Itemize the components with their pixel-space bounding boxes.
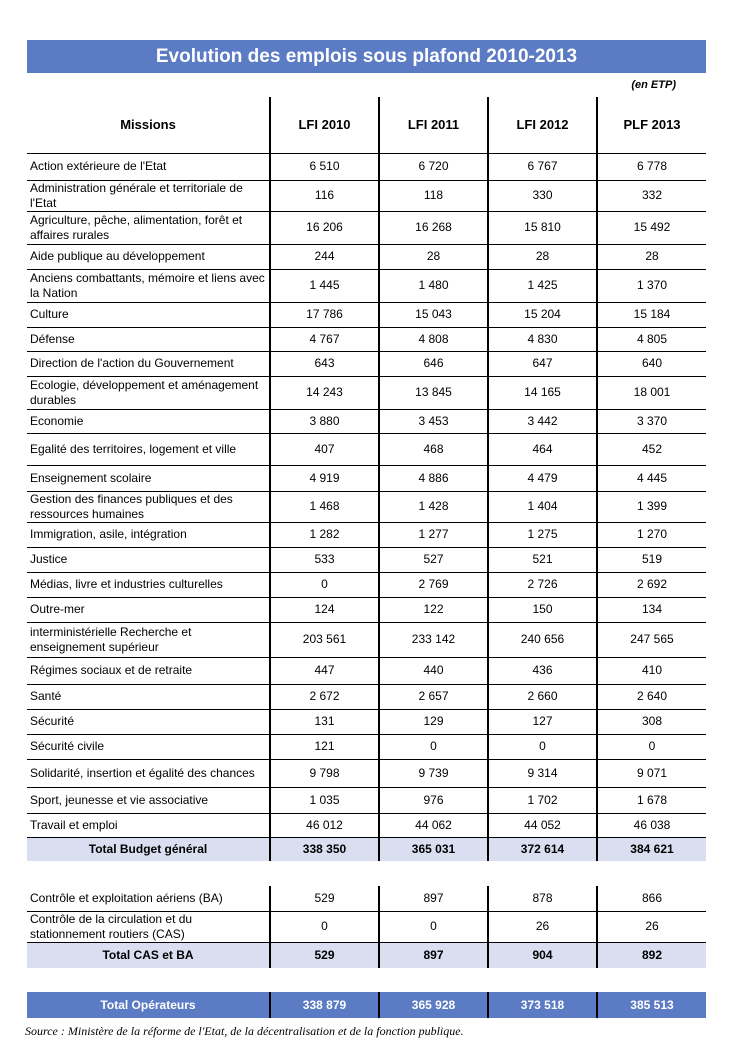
value-cell: 129: [379, 709, 488, 734]
value-cell: 28: [597, 244, 706, 269]
value-cell: 122: [379, 597, 488, 622]
value-cell: 15 492: [597, 211, 706, 244]
table-row: [27, 376, 706, 409]
value-cell: 46 038: [597, 813, 706, 837]
total-label: Total Opérateurs: [27, 992, 270, 1018]
value-cell: 116: [270, 180, 379, 211]
mission-name: Médias, livre et industries culturelles: [27, 572, 270, 597]
total-value: 384 621: [597, 837, 706, 861]
mission-name: Culture: [27, 302, 270, 327]
total-value: 529: [270, 942, 379, 968]
value-cell: 452: [597, 433, 706, 465]
mission-name: Aide publique au développement: [27, 244, 270, 269]
value-cell: 131: [270, 709, 379, 734]
value-cell: 2 692: [597, 572, 706, 597]
value-cell: 26: [597, 911, 706, 942]
value-cell: 407: [270, 433, 379, 465]
value-cell: 447: [270, 657, 379, 684]
value-cell: 866: [597, 886, 706, 911]
value-cell: 4 886: [379, 465, 488, 491]
value-cell: 233 142: [379, 622, 488, 657]
value-cell: 14 243: [270, 376, 379, 409]
value-cell: 44 052: [488, 813, 597, 837]
value-cell: 330: [488, 180, 597, 211]
total-label: Total Budget général: [27, 837, 270, 861]
table-row: [27, 734, 706, 759]
value-cell: 240 656: [488, 622, 597, 657]
table-row: [27, 302, 706, 327]
value-cell: 244: [270, 244, 379, 269]
value-cell: 0: [379, 734, 488, 759]
mission-name: Santé: [27, 684, 270, 709]
table-row: [27, 622, 706, 657]
value-cell: 247 565: [597, 622, 706, 657]
table-row: [27, 787, 706, 813]
mission-name: Solidarité, insertion et égalité des chances: [27, 759, 270, 787]
table-row: [27, 911, 706, 942]
value-cell: 976: [379, 787, 488, 813]
table-row: [27, 709, 706, 734]
value-cell: 529: [270, 886, 379, 911]
table-row: [27, 886, 706, 911]
value-cell: 3 880: [270, 409, 379, 433]
value-cell: 4 445: [597, 465, 706, 491]
table-title: Evolution des emplois sous plafond 2010-2013: [27, 40, 706, 73]
value-cell: 1 702: [488, 787, 597, 813]
value-cell: 1 428: [379, 491, 488, 522]
value-cell: 533: [270, 547, 379, 572]
value-cell: 1 370: [597, 269, 706, 302]
mission-name: Anciens combattants, mémoire et liens avec la Nation: [27, 269, 270, 302]
mission-name: Contrôle de la circulation et du stationnement routiers (CAS): [27, 911, 270, 942]
value-cell: 46 012: [270, 813, 379, 837]
total-value: 338 879: [270, 992, 379, 1018]
value-cell: 17 786: [270, 302, 379, 327]
value-cell: 44 062: [379, 813, 488, 837]
value-cell: 4 805: [597, 327, 706, 351]
value-cell: 2 640: [597, 684, 706, 709]
mission-name: interministérielle Recherche et enseignement supérieur: [27, 622, 270, 657]
value-cell: 4 808: [379, 327, 488, 351]
value-cell: 897: [379, 886, 488, 911]
value-cell: 9 739: [379, 759, 488, 787]
total-value: 385 513: [597, 992, 706, 1018]
value-cell: 1 468: [270, 491, 379, 522]
value-cell: 1 425: [488, 269, 597, 302]
header-row: [27, 97, 706, 153]
value-cell: 2 769: [379, 572, 488, 597]
value-cell: 521: [488, 547, 597, 572]
value-cell: 13 845: [379, 376, 488, 409]
value-cell: 1 445: [270, 269, 379, 302]
value-cell: 4 767: [270, 327, 379, 351]
mission-name: Régimes sociaux et de retraite: [27, 657, 270, 684]
total-cas-row: [27, 942, 706, 968]
value-cell: 1 035: [270, 787, 379, 813]
value-cell: 0: [488, 734, 597, 759]
table-row: [27, 433, 706, 465]
mission-name: Ecologie, développement et aménagement durables: [27, 376, 270, 409]
table-row: [27, 684, 706, 709]
value-cell: 0: [597, 734, 706, 759]
value-cell: 0: [379, 911, 488, 942]
mission-name: Gestion des finances publiques et des ressources humaines: [27, 491, 270, 522]
header-missions: Missions: [27, 97, 270, 153]
value-cell: 0: [270, 572, 379, 597]
value-cell: 9 314: [488, 759, 597, 787]
value-cell: 1 480: [379, 269, 488, 302]
mission-name: Immigration, asile, intégration: [27, 522, 270, 547]
value-cell: 6 767: [488, 153, 597, 180]
total-value: 338 350: [270, 837, 379, 861]
mission-name: Défense: [27, 327, 270, 351]
value-cell: 121: [270, 734, 379, 759]
value-cell: 1 275: [488, 522, 597, 547]
header-lfi-2011: LFI 2011: [379, 97, 488, 153]
mission-name: Economie: [27, 409, 270, 433]
value-cell: 14 165: [488, 376, 597, 409]
value-cell: 647: [488, 351, 597, 376]
value-cell: 4 479: [488, 465, 597, 491]
header-lfi-2012: LFI 2012: [488, 97, 597, 153]
table-row: [27, 572, 706, 597]
value-cell: 28: [488, 244, 597, 269]
mission-name: Justice: [27, 547, 270, 572]
value-cell: 18 001: [597, 376, 706, 409]
value-cell: 15 184: [597, 302, 706, 327]
table-row: [27, 244, 706, 269]
table-row: [27, 211, 706, 244]
value-cell: 28: [379, 244, 488, 269]
value-cell: 308: [597, 709, 706, 734]
value-cell: 527: [379, 547, 488, 572]
mission-name: Sport, jeunesse et vie associative: [27, 787, 270, 813]
value-cell: 1 277: [379, 522, 488, 547]
table-row: [27, 491, 706, 522]
mission-name: Egalité des territoires, logement et ville: [27, 433, 270, 465]
unit-label: (en ETP): [631, 79, 676, 91]
value-cell: 646: [379, 351, 488, 376]
value-cell: 15 204: [488, 302, 597, 327]
total-value: 892: [597, 942, 706, 968]
table-row: [27, 465, 706, 491]
table-row: [27, 409, 706, 433]
value-cell: 124: [270, 597, 379, 622]
mission-name: Enseignement scolaire: [27, 465, 270, 491]
value-cell: 410: [597, 657, 706, 684]
mission-name: Administration générale et territoriale de l'Etat: [27, 180, 270, 211]
value-cell: 127: [488, 709, 597, 734]
value-cell: 3 453: [379, 409, 488, 433]
mission-name: Action extérieure de l'Etat: [27, 153, 270, 180]
value-cell: 878: [488, 886, 597, 911]
table-row: [27, 657, 706, 684]
value-cell: 16 268: [379, 211, 488, 244]
total-value: 904: [488, 942, 597, 968]
value-cell: 643: [270, 351, 379, 376]
value-cell: 3 370: [597, 409, 706, 433]
main-table: [27, 97, 706, 861]
value-cell: 436: [488, 657, 597, 684]
mission-name: Sécurité civile: [27, 734, 270, 759]
table-row: [27, 759, 706, 787]
table-row: [27, 153, 706, 180]
header-plf-2013: PLF 2013: [597, 97, 706, 153]
value-cell: 6 778: [597, 153, 706, 180]
value-cell: 150: [488, 597, 597, 622]
mission-name: Travail et emploi: [27, 813, 270, 837]
total-operators-row: [27, 992, 706, 1018]
value-cell: 468: [379, 433, 488, 465]
value-cell: 640: [597, 351, 706, 376]
value-cell: 4 830: [488, 327, 597, 351]
value-cell: 15 810: [488, 211, 597, 244]
value-cell: 203 561: [270, 622, 379, 657]
value-cell: 519: [597, 547, 706, 572]
value-cell: 1 399: [597, 491, 706, 522]
value-cell: 134: [597, 597, 706, 622]
value-cell: 6 510: [270, 153, 379, 180]
total-value: 372 614: [488, 837, 597, 861]
mission-name: Contrôle et exploitation aériens (BA): [27, 886, 270, 911]
value-cell: 15 043: [379, 302, 488, 327]
value-cell: 1 678: [597, 787, 706, 813]
mission-name: Sécurité: [27, 709, 270, 734]
table-row: [27, 547, 706, 572]
value-cell: 2 726: [488, 572, 597, 597]
value-cell: 1 282: [270, 522, 379, 547]
table-row: [27, 327, 706, 351]
operators-table: [27, 992, 706, 1018]
mission-name: Direction de l'action du Gouvernement: [27, 351, 270, 376]
value-cell: 0: [270, 911, 379, 942]
value-cell: 9 071: [597, 759, 706, 787]
mission-name: Agriculture, pêche, alimentation, forêt et affaires rurales: [27, 211, 270, 244]
header-lfi-2010: LFI 2010: [270, 97, 379, 153]
value-cell: 2 660: [488, 684, 597, 709]
value-cell: 2 672: [270, 684, 379, 709]
total-value: 373 518: [488, 992, 597, 1018]
total-value: 365 928: [379, 992, 488, 1018]
value-cell: 1 404: [488, 491, 597, 522]
value-cell: 332: [597, 180, 706, 211]
value-cell: 16 206: [270, 211, 379, 244]
value-cell: 3 442: [488, 409, 597, 433]
mission-name: Outre-mer: [27, 597, 270, 622]
value-cell: 9 798: [270, 759, 379, 787]
table-row: [27, 522, 706, 547]
value-cell: 6 720: [379, 153, 488, 180]
table-row: [27, 269, 706, 302]
table-row: [27, 351, 706, 376]
total-value: 897: [379, 942, 488, 968]
source-note: Source : Ministère de la réforme de l'Etat, de la décentralisation et de la fonction publique.: [25, 1024, 464, 1038]
value-cell: 1 270: [597, 522, 706, 547]
value-cell: 26: [488, 911, 597, 942]
table-row: [27, 813, 706, 837]
table-row: [27, 180, 706, 211]
cas-ba-table: [27, 886, 706, 968]
value-cell: 118: [379, 180, 488, 211]
value-cell: 2 657: [379, 684, 488, 709]
total-budget-row: [27, 837, 706, 861]
table-row: [27, 597, 706, 622]
total-label: Total CAS et BA: [27, 942, 270, 968]
total-value: 365 031: [379, 837, 488, 861]
value-cell: 4 919: [270, 465, 379, 491]
value-cell: 464: [488, 433, 597, 465]
value-cell: 440: [379, 657, 488, 684]
